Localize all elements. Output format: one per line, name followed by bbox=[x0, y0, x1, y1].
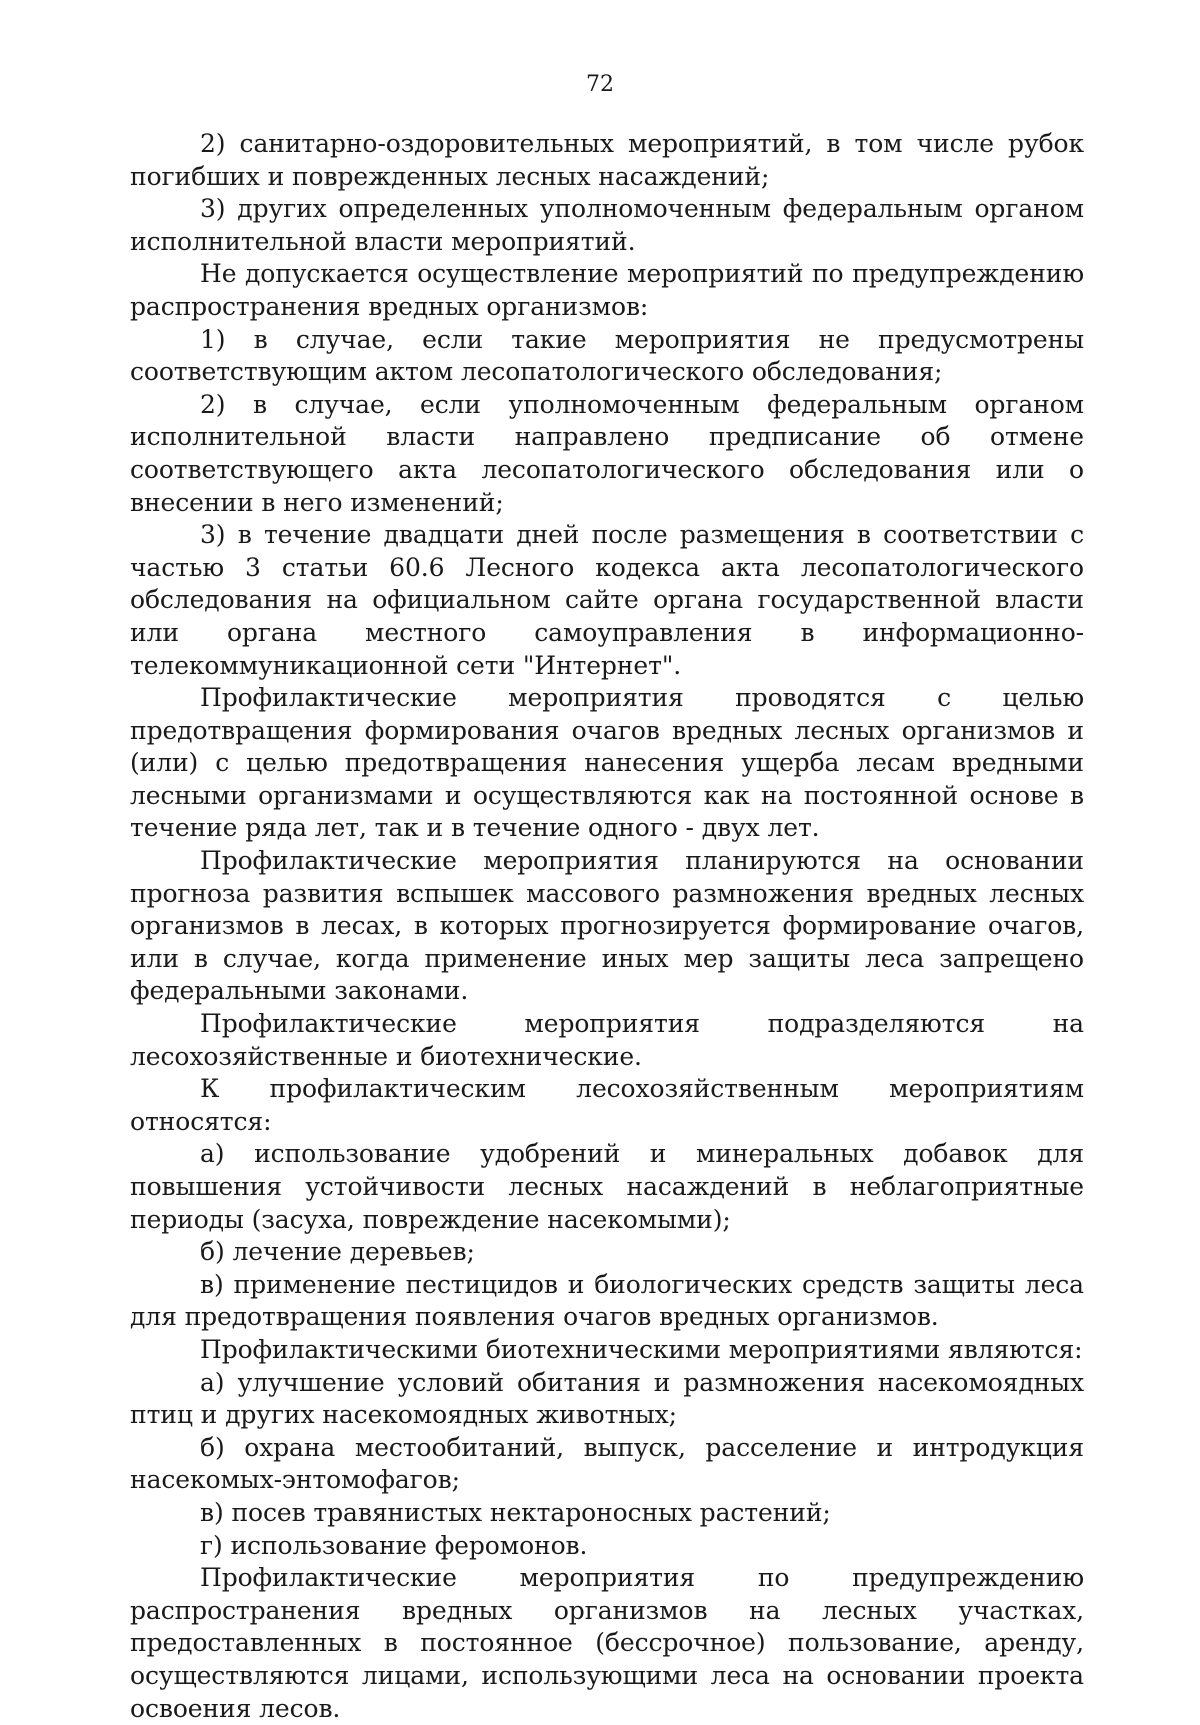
paragraph: 2) санитарно-оздоровительных мероприятий, в том числе рубок погибших и поврежденных лесных насаждений; bbox=[130, 129, 1084, 191]
document-body bbox=[130, 128, 1084, 1725]
paragraph: а) улучшение условий обитания и размножения насекомоядных птиц и других насекомоядных животных; bbox=[130, 1367, 1084, 1430]
paragraph: Профилактические мероприятия планируются на основании прогноза развития вспышек массового размножения вредных лесных организмов в лесах, в которых прогнозируется формирование очагов, или в случае, когда применение иных мер защиты леса запрещено федеральными законами. bbox=[130, 846, 1084, 1006]
paragraph: К профилактическим лесохозяйственным мероприятиям относятся: bbox=[130, 1074, 1084, 1136]
paragraph: Профилактические мероприятия проводятся с целью предотвращения формирования очагов вредных лесных организмов и (или) с целью предотвращения нанесения ущерба лесам вредными лесными организмами и осуществляются как на постоянной основе в течение ряда лет, так и в течение одного - двух лет. bbox=[130, 683, 1084, 843]
paragraph: Профилактические мероприятия подразделяются на лесохозяйственные и биотехнические. bbox=[130, 1009, 1084, 1071]
paragraph: Не допускается осуществление мероприятий по предупреждению распространения вредных организмов: bbox=[130, 259, 1084, 321]
page-number: 72 bbox=[586, 72, 614, 97]
paragraph: г) использование феромонов. bbox=[200, 1530, 588, 1560]
paragraph: 2) в случае, если уполномоченным федеральным органом исполнительной власти направлено предписание об отмене соответствующего акта лесопатологического обследования или о внесении в него изменений; bbox=[130, 389, 1084, 517]
paragraph: 3) в течение двадцати дней после размещения в соответствии с частью 3 статьи 60.6 Лесного кодекса акта лесопатологического обследования на официальном сайте органа государственной власти или органа местного самоуправления в информационно-телекоммуникационной сети "Интернет". bbox=[130, 520, 1084, 680]
paragraph: в) применение пестицидов и биологических средств защиты леса для предотвращения появления очагов вредных организмов. bbox=[130, 1269, 1084, 1332]
paragraph: в) посев травянистых нектароносных растений; bbox=[200, 1497, 831, 1527]
paragraph: 1) в случае, если такие мероприятия не предусмотрены соответствующим актом лесопатологического обследования; bbox=[130, 324, 1084, 387]
paragraph: 3) других определенных уполномоченным федеральным органом исполнительной власти мероприятий. bbox=[130, 194, 1084, 256]
paragraph: б) охрана местообитаний, выпуск, расселение и интродукция насекомых-энтомофагов; bbox=[130, 1432, 1084, 1495]
paragraph: Профилактические мероприятия по предупреждению распространения вредных организмов на лесных участках, предоставленных в постоянное (бессрочное) пользование, аренду, осуществляются лицами, использующими леса на основании проекта освоения лесов. bbox=[130, 1563, 1084, 1723]
paragraph: а) использование удобрений и минеральных добавок для повышения устойчивости лесных насаждений в неблагоприятные периоды (засуха, повреждение насекомыми); bbox=[130, 1139, 1084, 1234]
paragraph: б) лечение деревьев; bbox=[200, 1237, 475, 1267]
paragraph: Профилактическими биотехническими мероприятиями являются: bbox=[200, 1334, 1083, 1364]
